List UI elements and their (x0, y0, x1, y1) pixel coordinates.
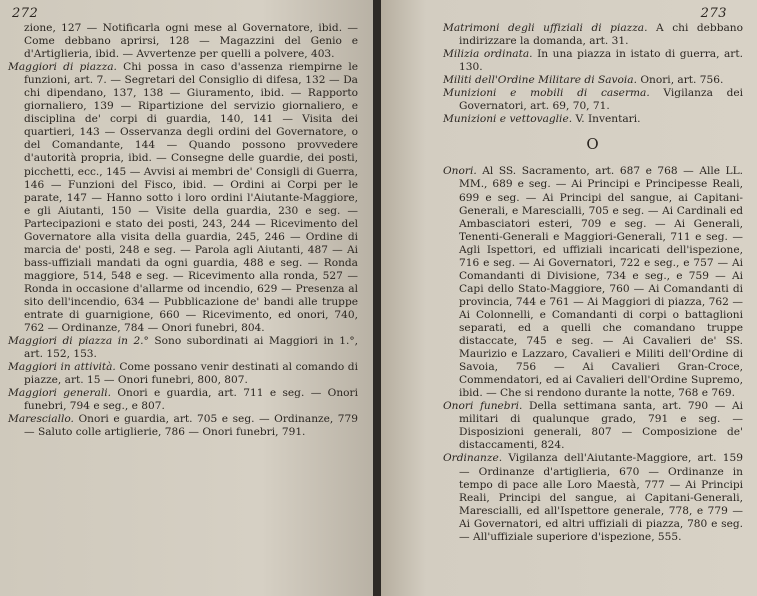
index-entry (8, 61, 358, 335)
entry-body: A chi debbano indirizzare la domanda, art. 31. (459, 22, 743, 48)
entry-body: Chi possa in caso d'assenza riempirne le funzioni, art. 7. — Segretari del Consiglio di difesa, 132 — Da chi dipendano, 137, 138 — Giuramento, ibid. — Rapporto giornaliero, 139 — Ripartizione del servizio giornaliero, e disciplina de' corpi di guardia, 140, 141 — Visita dei quartieri, 143 — Osservanza degli ordini del Governatore, o del Comandante, 144 — Quando possono provvedere d'autorità propria, ibid. — Consegne delle guardie, dei posti, picchetti, ecc., 145 — Avvisi ai membri de' Consigli di Guerra, 146 — Funzioni del Fisco, ibid. — Ordini ai Corpi per le parate, 147 — Hanno sotto i loro ordini l'Aiutante-Maggiore, e gli Aiutanti, 150 — Visite della guardia, 230 e seg. — Partecipazioni e stato dei posti, 243, 244 — Ricevimento del Governatore alla visita della guardia, 245, 246 — Ordine di marcia de' posti, 248 e seg. — Parola agli Aiutanti, 487 — Ai bass-uffiziali mandati da ogni guardia, 488 e seg. — Ronda maggiore, 514, 548 e seg. — Ricevimento alla ronda, 527 — Ronda in occasione d'allarme od incendio, 629 — Presenza al sito dell'incendio, 634 — Pubblicazione de' bandi alle truppe entrate di guarnigione, 660 — Ricevimento, ed onori, 740, 762 — Ordinanze, 784 — Onori funebri, 804. (24, 61, 358, 335)
entry-heading: Munizioni e vettovaglie. (443, 113, 573, 126)
entry-heading: Onori. (443, 165, 477, 178)
section-letter: O (586, 135, 600, 154)
entry-body: Al SS. Sacramento, art. 687 e 768 — Alle LL. MM., 689 e seg. — Ai Principi e Principesse Reali, 699 e seg. — Ai Principi del sangue, ai Capitani-Generali, e Marescialli, 705 e seg. — Ai Cardinali ed Ambasciatori esteri, 709 e seg. — Ai Generali, Tenenti-Generali e Maggiori-Generali, 711 e seg. — Agli Ispettori, ed uffiziali incaricati dell'ispezione, 716 e seg. — Ai Governatori, 722 e seg., e 757 — Ai Comandanti di Divisione, 734 e seg., e 759 — Ai Capi dello Stato-Maggiore, 760 — Ai Comandanti di provincia, 744 e 761 — Ai Maggiori di piazza, 762 — Ai Colonnelli, e Comandanti di corpi o battaglioni separati, ed a quelli che comandano truppe distaccate, 745 e seg. — Ai Cavalieri de' SS. Maurizio e Lazzaro, Cavalieri e Militi dell'Ordine di Savoia, 756 — Ai Cavalieri Gran-Croce, Commendatori, ed ai Cavalieri dell'Ordine Supremo, ibid. — Che si rendono durante la notte, 768 e 769. (459, 165, 743, 400)
index-entry (8, 361, 358, 387)
entry-heading: Maggiori di piazza in 2.° (8, 335, 155, 348)
entry-heading: Ordinanze. (443, 452, 503, 465)
index-entry (8, 387, 358, 413)
entry-heading: Maresciallo. (8, 413, 74, 426)
page-number-right: 273 (700, 6, 727, 21)
index-entry (443, 113, 743, 126)
entry-body: Onori e guardia, art. 711 e seg. — Onori funebri, 794 e seg., e 807. (24, 387, 358, 413)
index-entry (443, 22, 743, 48)
entry-body: V. Inventari. (572, 113, 641, 126)
left-page-text (8, 22, 358, 440)
entry-heading: Maggiori generali. (8, 387, 111, 400)
index-entry (443, 48, 743, 74)
entry-body: Vigilanza dell'Aiutante-Maggiore, art. 159 — Ordinanze d'artiglieria, 670 — Ordinanze in tempo di pace alle Loro Maestà, 777 — Ai Principi Reali, Principi del sangue, ai Capitani-Generali, Marescialli, ed all'Ispettore generale, 778, e 779 — Ai Governatori, ed altri uffiziali di piazza, 780 e seg. — All'uffiziale superiore d'ispezione, 555. (459, 452, 743, 543)
entry-body: In una piazza in istato di guerra, art. 130. (459, 48, 743, 74)
index-entry (443, 165, 743, 400)
book-gutter (373, 0, 381, 596)
index-entry (443, 87, 743, 113)
index-entry (443, 452, 743, 543)
entry-heading: Munizioni e mobili di caserma. (443, 87, 650, 100)
entry-heading: Matrimoni degli uffiziali di piazza. (443, 22, 648, 34)
entry-body: Come possano venir destinati al comando di piazze, art. 15 — Onori funebri, 800, 807. (24, 361, 358, 387)
entry-heading: Milizia ordinata. (443, 48, 533, 61)
index-entry (443, 400, 743, 452)
index-entry (8, 413, 358, 439)
entry-heading: Onori funebri. (443, 400, 523, 413)
entry-heading: Maggiori di piazza. (8, 61, 117, 74)
entry-body: Vigilanza dei Governatori, art. 69, 70, 71. (459, 87, 744, 113)
entry-body: Onori, art. 756. (636, 74, 724, 87)
entry-heading: Militi dell'Ordine Militare di Savoia. (443, 74, 637, 87)
entry-body: Della settimana santa, art. 790 — Ai militari di qualunque grado, 791 e seg. — Disposizioni generali, 807 — Composizione de' distaccamenti, 824. (459, 400, 743, 452)
entry-body: Sono subordinati ai Maggiori in 1.°, art. 152, 153. (24, 335, 358, 361)
left-page (0, 0, 373, 596)
right-page (381, 0, 757, 596)
index-entry (443, 74, 743, 87)
right-page-text (443, 22, 743, 544)
entry-body: Onori e guardia, art. 705 e seg. — Ordinanze, 779 — Saluto colle artiglierie, 786 — Onori funebri, 791. (24, 413, 358, 439)
index-entry (8, 335, 358, 361)
entry-heading: Maggiori in attività. (8, 361, 116, 374)
index-entry: zione, 127 — Notificarla ogni mese al Governatore, ibid. — Come debbano aprirsi, 128 — Magazzini del Genio e d'Artiglieria, ibid. — Avvertenze per quelli a polvere, 403. (24, 22, 358, 61)
page-number-left: 272 (12, 6, 39, 21)
